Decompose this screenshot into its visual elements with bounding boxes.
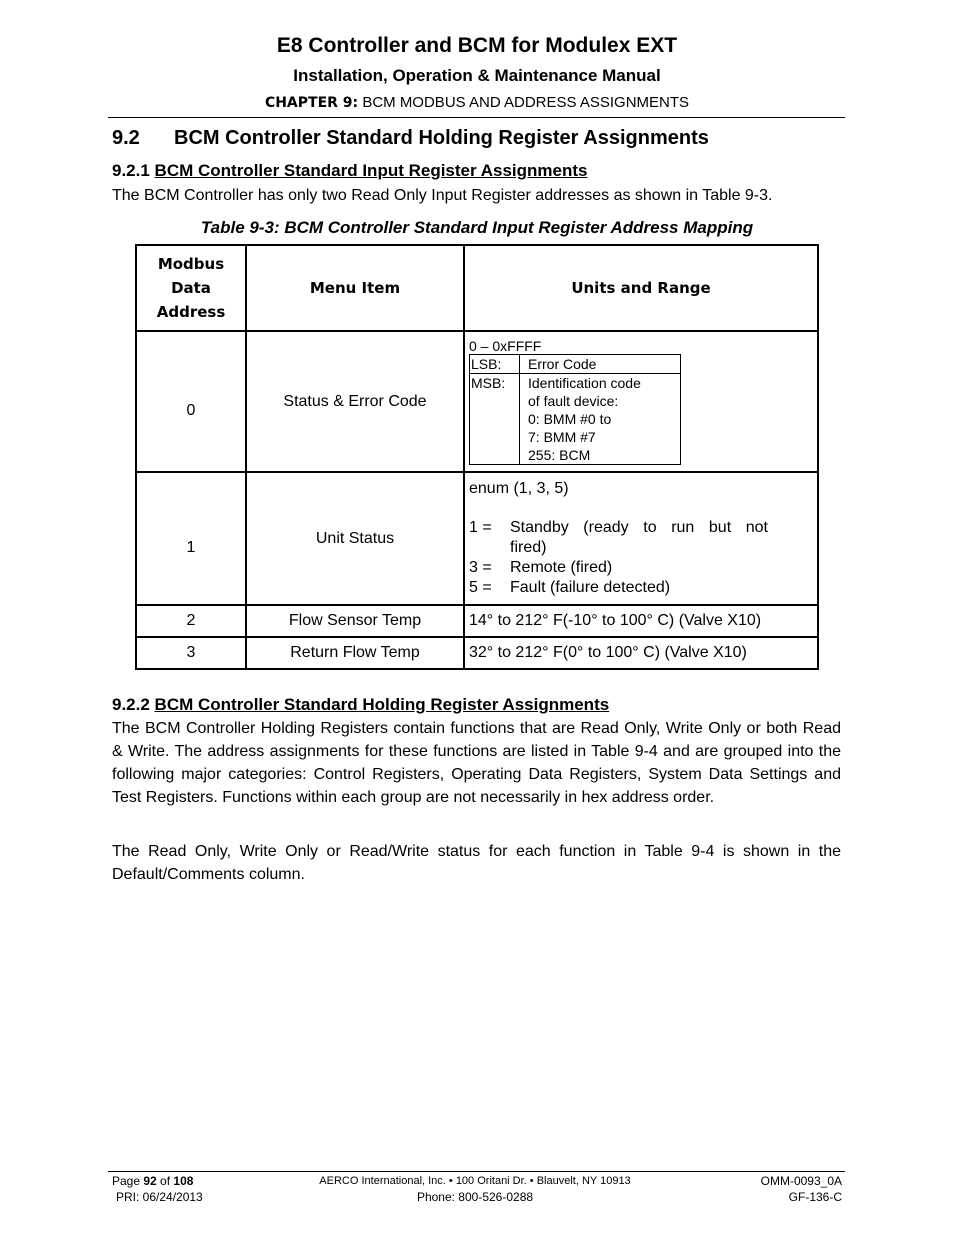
byte-map-row xyxy=(470,374,681,465)
document-title: E8 Controller and BCM for Modulex EXT xyxy=(276,34,678,57)
header-modbus-address xyxy=(136,245,246,331)
msb-line: 7: BMM #7 xyxy=(528,429,596,445)
section-number: 9.2 xyxy=(112,127,140,149)
row-units-range: 14° to 212° F(-10° to 100° C) (Valve X10) xyxy=(464,605,818,637)
section-heading xyxy=(112,127,709,150)
enum-key: 3 = xyxy=(469,559,492,576)
row-units-range xyxy=(464,331,818,472)
company-address: AERCO International, Inc. • 100 Oritani Dr. • Blauvelt, NY 10913 xyxy=(319,1175,631,1187)
enum-entry xyxy=(469,518,813,538)
enum-label: enum (1, 3, 5) xyxy=(469,480,569,497)
subsection-heading-2 xyxy=(112,695,609,715)
byte-map-row xyxy=(470,355,681,374)
msb-label: MSB: xyxy=(470,374,520,465)
table-caption: Table 9-3: BCM Controller Standard Input Register Address Mapping xyxy=(200,218,754,237)
byte-map-table xyxy=(469,354,681,465)
row-units-range xyxy=(464,472,818,605)
enum-value: Fault (failure detected) xyxy=(510,579,671,596)
lsb-label: LSB: xyxy=(470,355,520,374)
enum-value-cont: fired) xyxy=(510,539,547,556)
enum-key: 1 = xyxy=(469,519,492,536)
header-line: Data xyxy=(171,279,211,297)
table-header-row xyxy=(136,245,818,331)
msb-line: 0: BMM #0 to xyxy=(528,411,612,427)
table-row xyxy=(136,605,818,637)
enum-value: Standby (ready to run but not xyxy=(510,519,768,536)
table-row xyxy=(136,472,818,605)
subsection-number-2: 9.2.2 xyxy=(112,695,150,714)
form-id: GF-136-C xyxy=(788,1190,842,1204)
subsection-paragraph-1: The BCM Controller has only two Read Only Input Register addresses as shown in Table 9-3. xyxy=(112,187,773,204)
header-units-range: Units and Range xyxy=(464,245,818,331)
register-table xyxy=(135,244,819,670)
row-menu-item: Flow Sensor Temp xyxy=(246,605,464,637)
enum-key: 5 = xyxy=(469,579,492,596)
section-title: BCM Controller Standard Holding Register Assignments xyxy=(174,127,709,149)
enum-spacer xyxy=(469,499,813,518)
msb-value xyxy=(520,374,681,465)
row-address: 1 xyxy=(136,472,246,605)
footer-center xyxy=(250,1173,700,1205)
chapter-line xyxy=(0,94,954,111)
header-line: Modbus xyxy=(157,255,225,273)
lsb-value: Error Code xyxy=(520,355,681,374)
footer-divider xyxy=(108,1171,845,1172)
subsection-title-2: BCM Controller Standard Holding Register Assignments xyxy=(154,695,610,714)
chapter-label: CHAPTER 9: xyxy=(264,95,359,111)
row-units-range: 32° to 212° F(0° to 100° C) (Valve X10) xyxy=(464,637,818,669)
header-divider xyxy=(108,117,845,118)
footer-right xyxy=(700,1173,842,1205)
page-of: of xyxy=(156,1174,174,1188)
header-menu-item: Menu Item xyxy=(246,245,464,331)
header-line: Address xyxy=(156,303,226,321)
subsection-paragraph-2b: The Read Only, Write Only or Read/Write status for each function in Table 9-4 is shown in the Default/Comments column. xyxy=(112,843,841,883)
row-address: 0 xyxy=(136,331,246,472)
page-total: 108 xyxy=(173,1174,194,1188)
row-menu-item: Status & Error Code xyxy=(246,331,464,472)
row-menu-item: Return Flow Temp xyxy=(246,637,464,669)
document-subtitle: Installation, Operation & Maintenance Manual xyxy=(293,66,661,85)
enum-value: Remote (fired) xyxy=(510,559,613,576)
page-number: 92 xyxy=(143,1174,157,1188)
enum-entry xyxy=(469,578,813,598)
page-indicator xyxy=(112,1173,203,1189)
msb-line: of fault device: xyxy=(528,393,619,409)
subsection-title-1: BCM Controller Standard Input Register Assignments xyxy=(154,161,588,180)
row-menu-item: Unit Status xyxy=(246,472,464,605)
subsection-paragraph-2a: The BCM Controller Holding Registers contain functions that are Read Only, Write Only or both Read & Write. The address assignments for these functions are listed in Table 9-4 and are grouped into the following major categories: Control Registers, Operating Data Registers, System Data Settings and Test Registers. Functions within each group are not necessarily in hex address order. xyxy=(112,720,841,806)
enum-key-blank xyxy=(469,538,510,558)
chapter-text: BCM MODBUS AND ADDRESS ASSIGNMENTS xyxy=(362,94,690,111)
company-phone: Phone: 800-526-0288 xyxy=(416,1190,534,1204)
enum-entry-cont xyxy=(469,538,813,558)
subsection-number-1: 9.2.1 xyxy=(112,161,150,180)
row-address: 3 xyxy=(136,637,246,669)
enum-block xyxy=(465,473,817,604)
table-row xyxy=(136,331,818,472)
range-top: 0 – 0xFFFF xyxy=(469,338,542,354)
row-address: 2 xyxy=(136,605,246,637)
pri-date: PRI: 06/24/2013 xyxy=(116,1190,203,1204)
doc-id: OMM-0093_0A xyxy=(760,1174,842,1188)
subsection-heading-1 xyxy=(112,161,587,181)
msb-line: 255: BCM xyxy=(528,447,591,463)
page-prefix: Page xyxy=(112,1174,144,1188)
msb-line: Identification code xyxy=(528,375,641,391)
enum-entry xyxy=(469,558,813,578)
table-row xyxy=(136,637,818,669)
footer-left xyxy=(112,1173,203,1205)
